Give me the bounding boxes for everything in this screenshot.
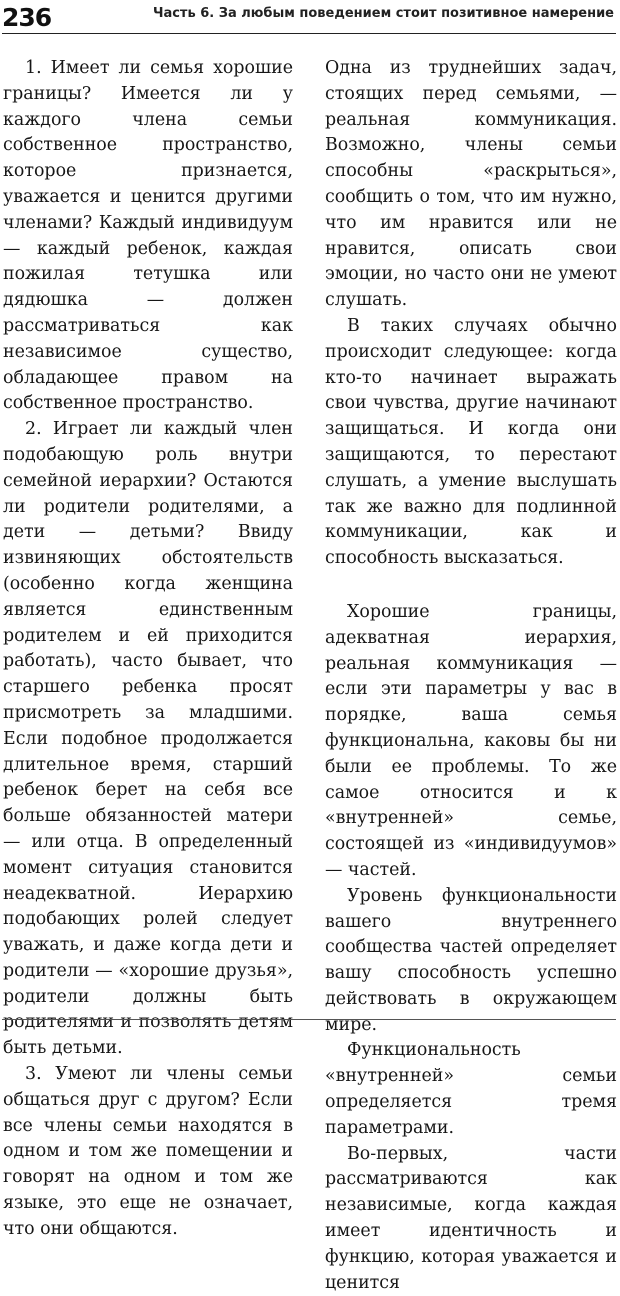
running-head: Часть 6. За любым поведением стоит позитивное намерение	[152, 6, 614, 21]
left-column	[3, 56, 293, 1243]
paragraph-communication: 3. Умеют ли члены семьи общаться друг с другом? Если все члены семьи находятся в одном и том же помещении и говорят на одном и том же языке, это еще не означает, что они общаются.	[3, 1064, 293, 1239]
page-number: 236	[2, 3, 52, 32]
footer-rule	[2, 1019, 616, 1020]
page-header	[0, 0, 620, 40]
paragraph-boundaries: 1. Имеет ли семья хорошие границы? Имеется ли у каждого члена семьи собственное пространство, которое признается, уважается и ценится другими членами? Каждый индивидуум — каждый ребенок, каждая пожилая тетушка или дядюшка — должен рассматриваться как независимое существо, обладающее правом на собственное пространство.	[3, 58, 293, 414]
paragraph-defensiveness: В таких случаях обычно происходит следующее: когда кто-то начинает выражать свои чувства, другие начинают защищаться. И когда они защищаются, то перестают слушать, а умение выслушать так же важно для подлинной коммуникации, как и способность высказаться.	[325, 315, 617, 569]
header-rule	[2, 33, 616, 34]
section-gap	[325, 572, 617, 600]
paragraph-functional-family: Хорошие границы, адекватная иерархия, реальная коммуникация — если эти параметры у вас в порядке, ваша семья функциональна, каковы бы ни были ее проблемы. То же самое относится и к «внутренней» семье, состоящей из «индивидуумов» — частей.	[325, 601, 617, 880]
paragraph-three-parameters: Функциональность «внутренней» семьи определяется тремя параметрами.	[325, 1040, 617, 1138]
paragraph-hierarchy: 2. Играет ли каждый член подобающую роль внутри семейной иерархии? Остаются ли родители родителями, а дети — детьми? Ввиду извиняющих обстоятельств (особенно когда женщина является единственным родителем и ей приходится работать), часто бывает, что старшего ребенка просят присмотреть за младшими. Если подобное продолжается длительное время, старший ребенок берет на себя все больше обязанностей матери — или отца. В определенный момент ситуация становится неадекватной. Иерархию подобающих ролей следует уважать, и даже когда дети и родители — «хорошие друзья», родители должны быть родителями и позволять детям быть детьми.	[3, 419, 293, 1059]
right-column	[325, 56, 617, 1296]
paragraph-inner-community: Уровень функциональности вашего внутреннего сообщества частей определяет вашу способность успешно действовать в окружающем мире.	[325, 885, 617, 1035]
paragraph-continuation: Одна из труднейших задач, стоящих перед семьями, — реальная коммуникация. Возможно, члены семьи способны «раскрыться», сообщить о том, что им нужно, что им нравится или не нравится, описать свои эмоции, но часто они не умеют слушать.	[325, 58, 617, 311]
paragraph-first-parameter: Во-первых, части рассматриваются как независимые, когда каждая имеет идентичность и функцию, которая уважается и ценится	[325, 1143, 617, 1293]
